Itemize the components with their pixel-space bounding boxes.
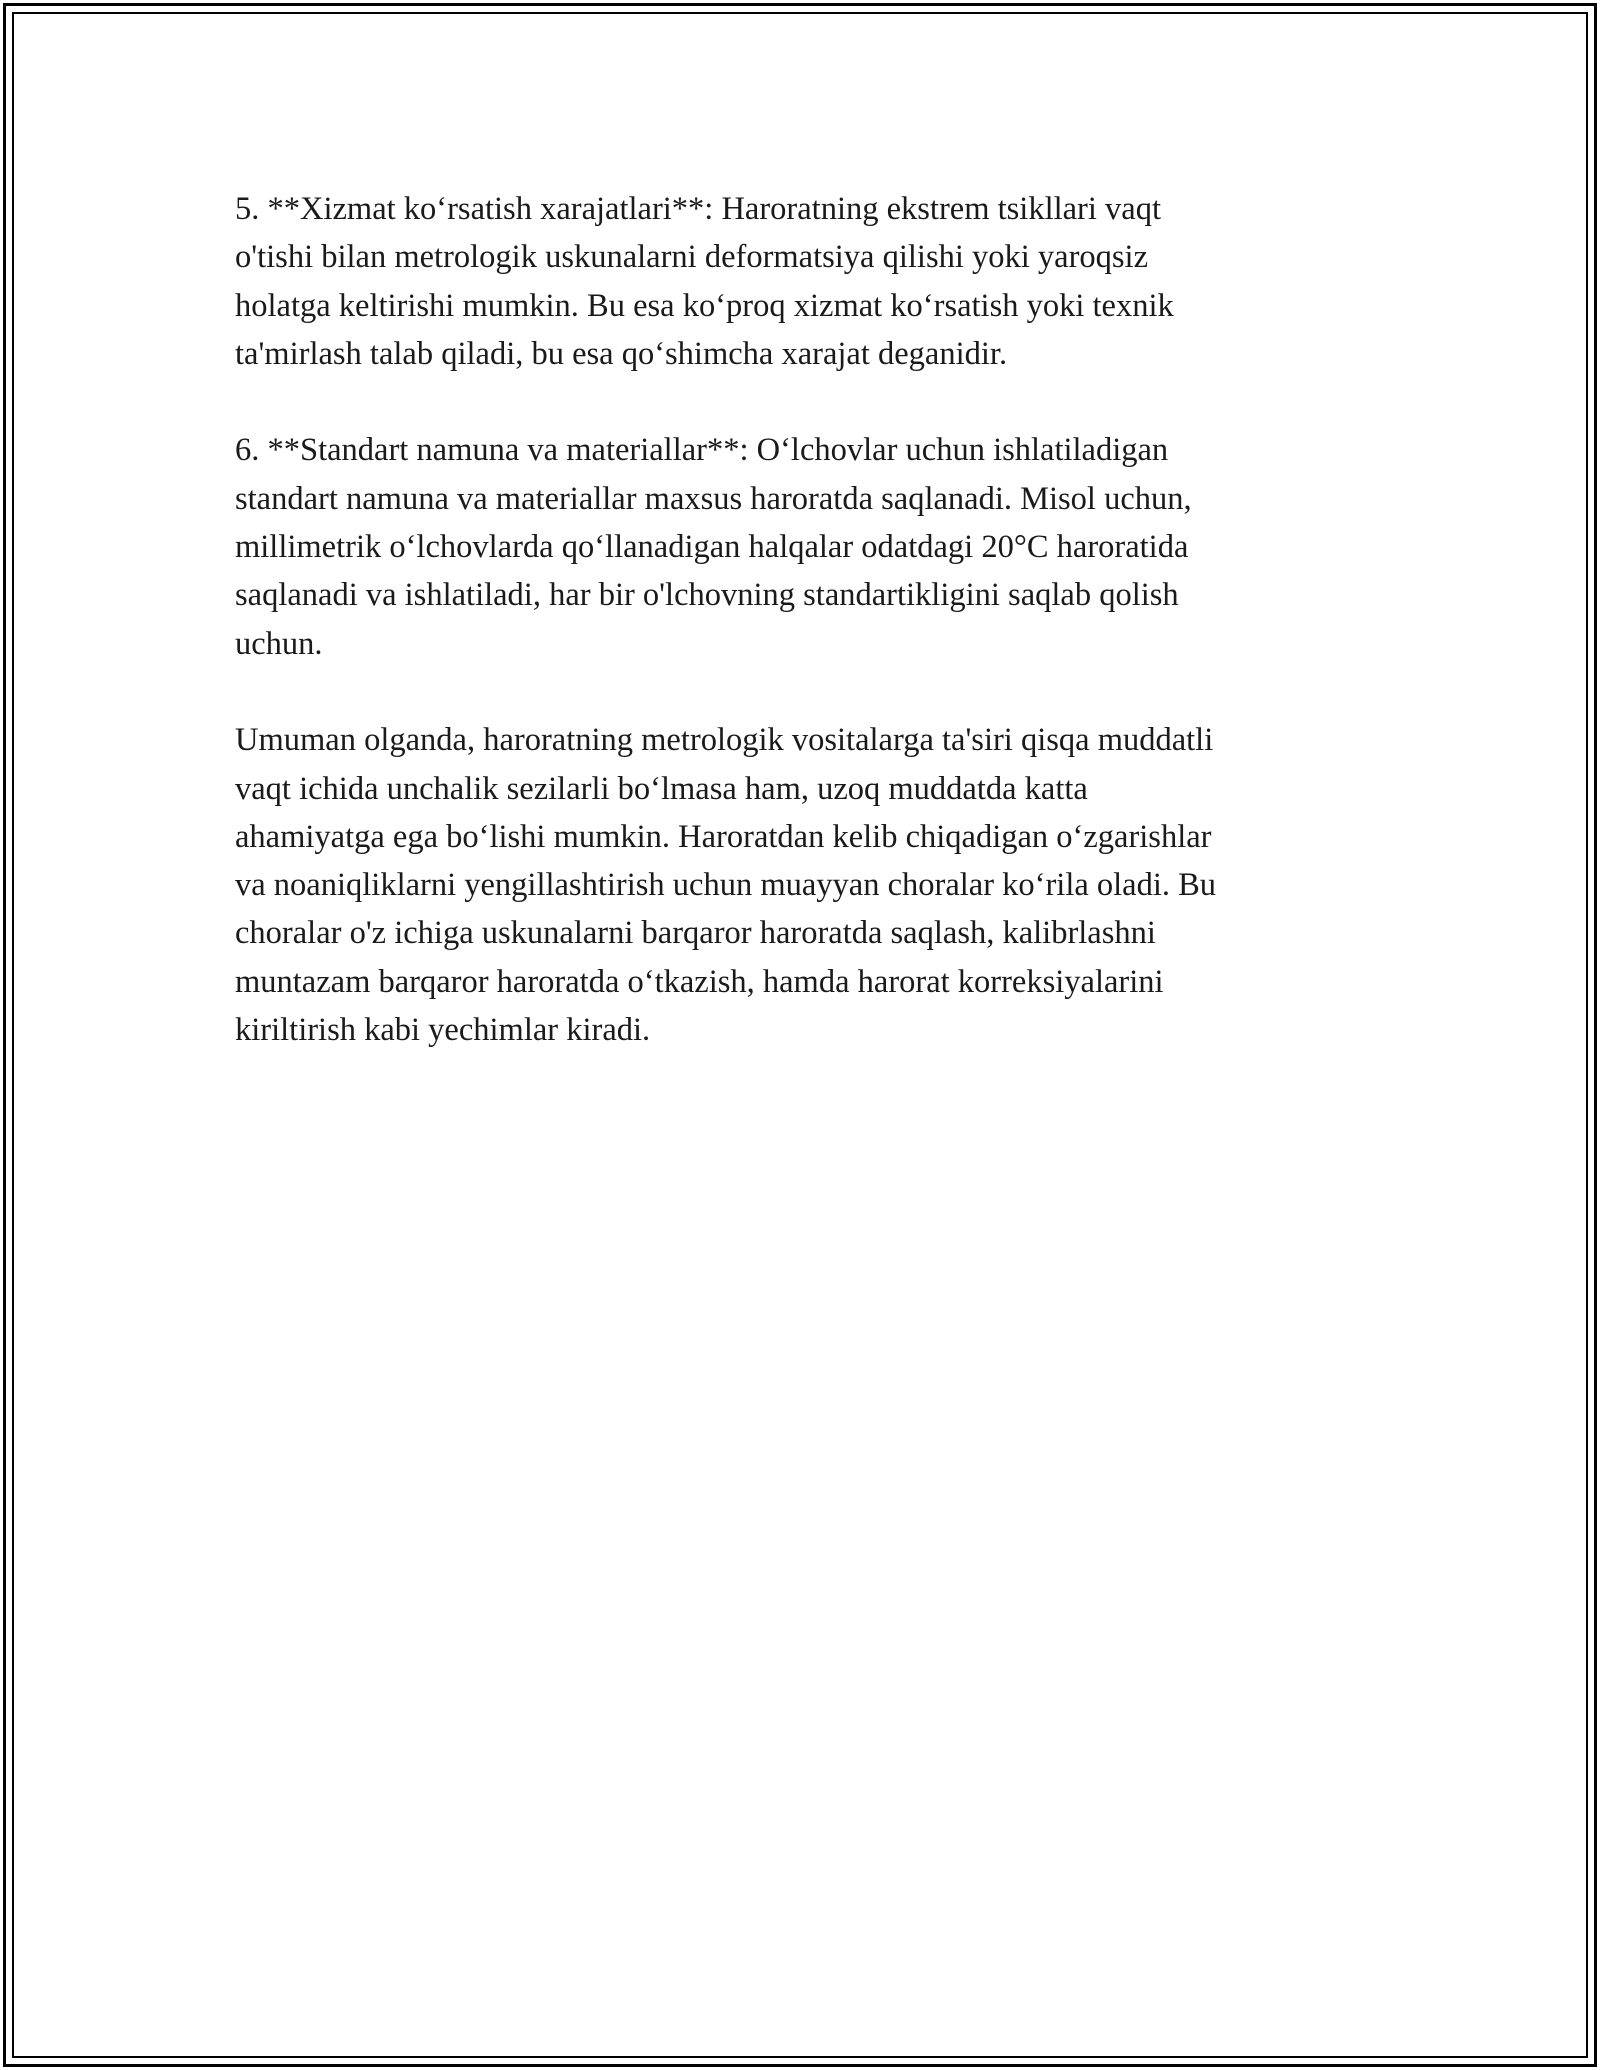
paragraph-service-costs	[235, 185, 1365, 378]
text-line: vaqt ichida unchalik sezilarli boʻlmasa ham, uzoq muddatda katta	[235, 770, 1088, 807]
text-line: muntazam barqaror haroratda oʻtkazish, hamda harorat korreksiyalarini	[235, 963, 1164, 1000]
text-line: Umuman olganda, haroratning metrologik vositalarga ta'siri qisqa muddatli	[235, 722, 1214, 759]
text-line: 6. **Standart namuna va materiallar**: Oʻlchovlar uchun ishlatiladigan	[235, 432, 1169, 469]
text-line: ta'mirlash talab qiladi, bu esa qoʻshimcha xarajat deganidir.	[235, 335, 1008, 372]
paragraph-conclusion	[235, 716, 1365, 1054]
text-line: holatga keltirishi mumkin. Bu esa koʻproq xizmat koʻrsatish yoki texnik	[235, 287, 1174, 324]
text-line: o'tishi bilan metrologik uskunalarni deformatsiya qilishi yoki yaroqsiz	[235, 239, 1148, 276]
text-line: kiriltirish kabi yechimlar kiradi.	[235, 1012, 651, 1049]
text-line: choralar o'z ichiga uskunalarni barqaror haroratda saqlash, kalibrlashni	[235, 915, 1156, 952]
text-line: standart namuna va materiallar maxsus haroratda saqlanadi. Misol uchun,	[235, 480, 1192, 517]
text-line: 5. **Xizmat koʻrsatish xarajatlari**: Haroratning ekstrem tsikllari vaqt	[235, 191, 1161, 227]
text-line: millimetrik oʻlchovlarda qoʻllanadigan halqalar odatdagi 20°C haroratida	[235, 529, 1189, 566]
text-line: ahamiyatga ega boʻlishi mumkin. Haroratdan kelib chiqadigan oʻzgarishlar	[235, 818, 1212, 855]
text-line: saqlanadi va ishlatiladi, har bir o'lchovning standartikligini saqlab qolish	[235, 577, 1179, 614]
text-line: va noaniqliklarni yengillashtirish uchun muayyan choralar koʻrila oladi. Bu	[235, 867, 1217, 904]
paragraph-standard-samples	[235, 426, 1365, 667]
document-body	[235, 185, 1365, 1103]
text-line: uchun.	[235, 625, 323, 662]
